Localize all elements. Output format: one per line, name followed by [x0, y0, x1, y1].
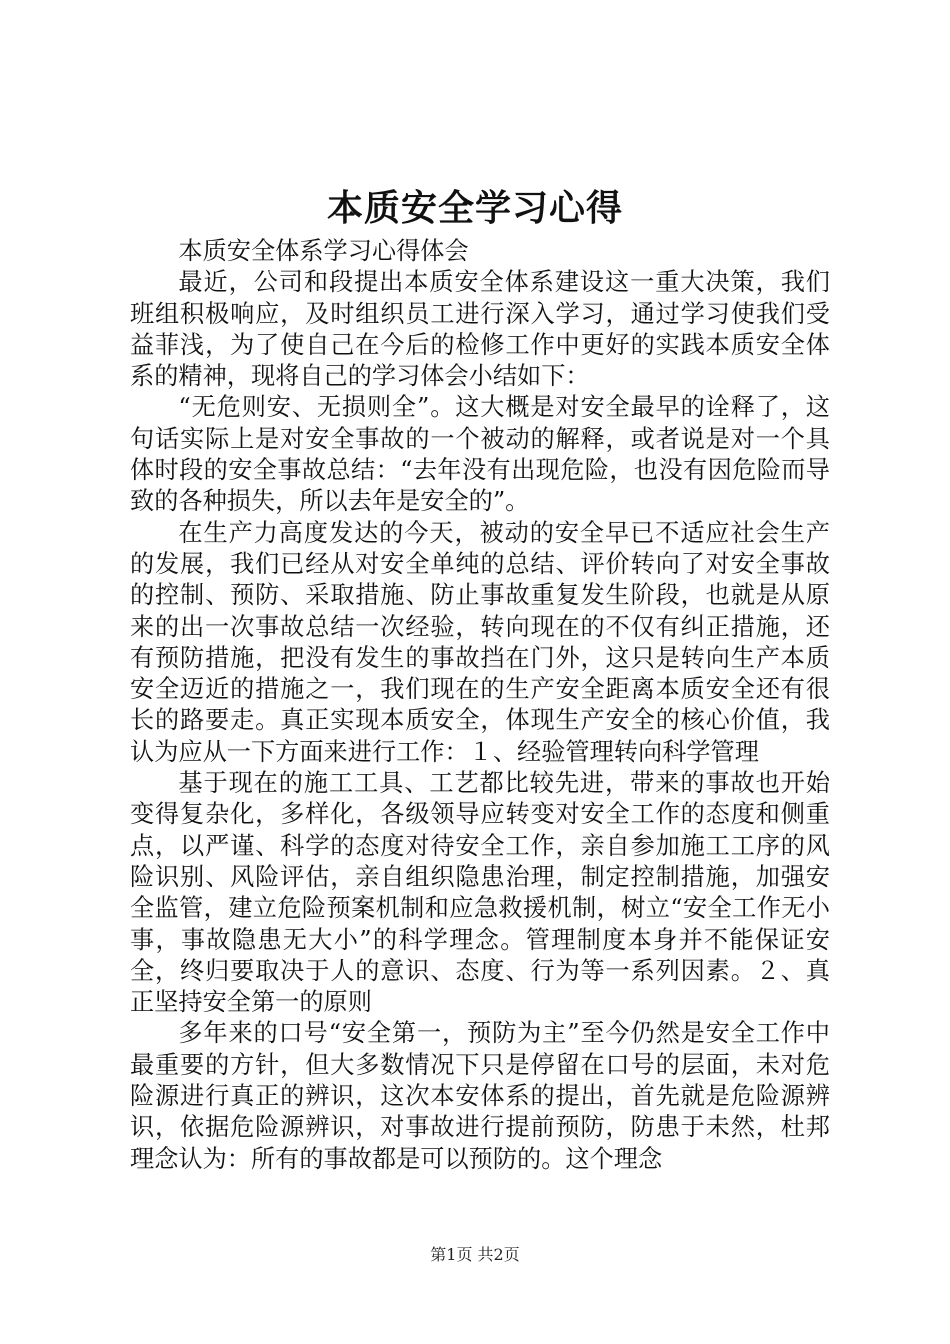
paragraph-subtitle: 本质安全体系学习心得体会 — [178, 237, 469, 265]
page-number-footer: 第1页 共2页 — [430, 1245, 520, 1264]
paragraph: 多年来的口号“安全第一，预防为主”至今仍然是安全工作中最重要的方针，但大多数情况下只是停留在口号的层面，未对危险源进行真正的辨识，这次本安体系的提出，首先就是危险源辨识，依据危险源辨识，对事故进行提前预防，防患于未然，杜邦理念认为：所有的事故都是可以预防的。这个理念 — [130, 1019, 830, 1173]
paragraph: 基于现在的施工工具、工艺都比较先进，带来的事故也开始变得复杂化，多样化，各级领导应转变对安全工作的态度和侧重点，以严谨、科学的态度对待安全工作，亲自参加施工工序的风险识别、风险评估，亲自组织隐患治理，制定控制措施，加强安全监管，建立危险预案机制和应急救援机制，树立“安全工作无小事，事故隐患无大小”的科学理念。管理制度本身并不能保证安全，终归要取决于人的意识、态度、行为等一系列因素。２、真正坚持安全第一的原则 — [130, 769, 830, 1017]
paragraph: 在生产力高度发达的今天，被动的安全早已不适应社会生产的发展，我们已经从对安全单纯的总结、评价转向了对安全事故的控制、预防、采取措施、防止事故重复发生阶段，也就是从原来的出一次事故总结一次经验，转向现在的不仅有纠正措施，还有预防措施，把没有发生的事故挡在门外，这只是转向生产本质安全迈近的措施之一，我们现在的生产安全距离本质安全还有很长的路要走。真正实现本质安全，体现生产安全的核心价值，我认为应从一下方面来进行工作：１、经验管理转向科学管理 — [130, 518, 830, 766]
document-title: 本质安全学习心得 — [326, 187, 623, 229]
paragraph: 最近，公司和段提出本质安全体系建设这一重大决策，我们班组积极响应，及时组织员工进行深入学习，通过学习使我们受益菲浅，为了使自己在今后的检修工作中更好的实践本质安全体系的精神，现将自己的学习体会小结如下： — [130, 268, 830, 391]
paragraph: “无危则安、无损则全”。这大概是对安全最早的诠释了，这句话实际上是对安全事故的一个被动的解释，或者说是对一个具体时段的安全事故总结：“去年没有出现危险，也没有因危险而导致的各种损失，所以去年是安全的”。 — [130, 393, 830, 516]
document-body — [130, 236, 830, 1175]
